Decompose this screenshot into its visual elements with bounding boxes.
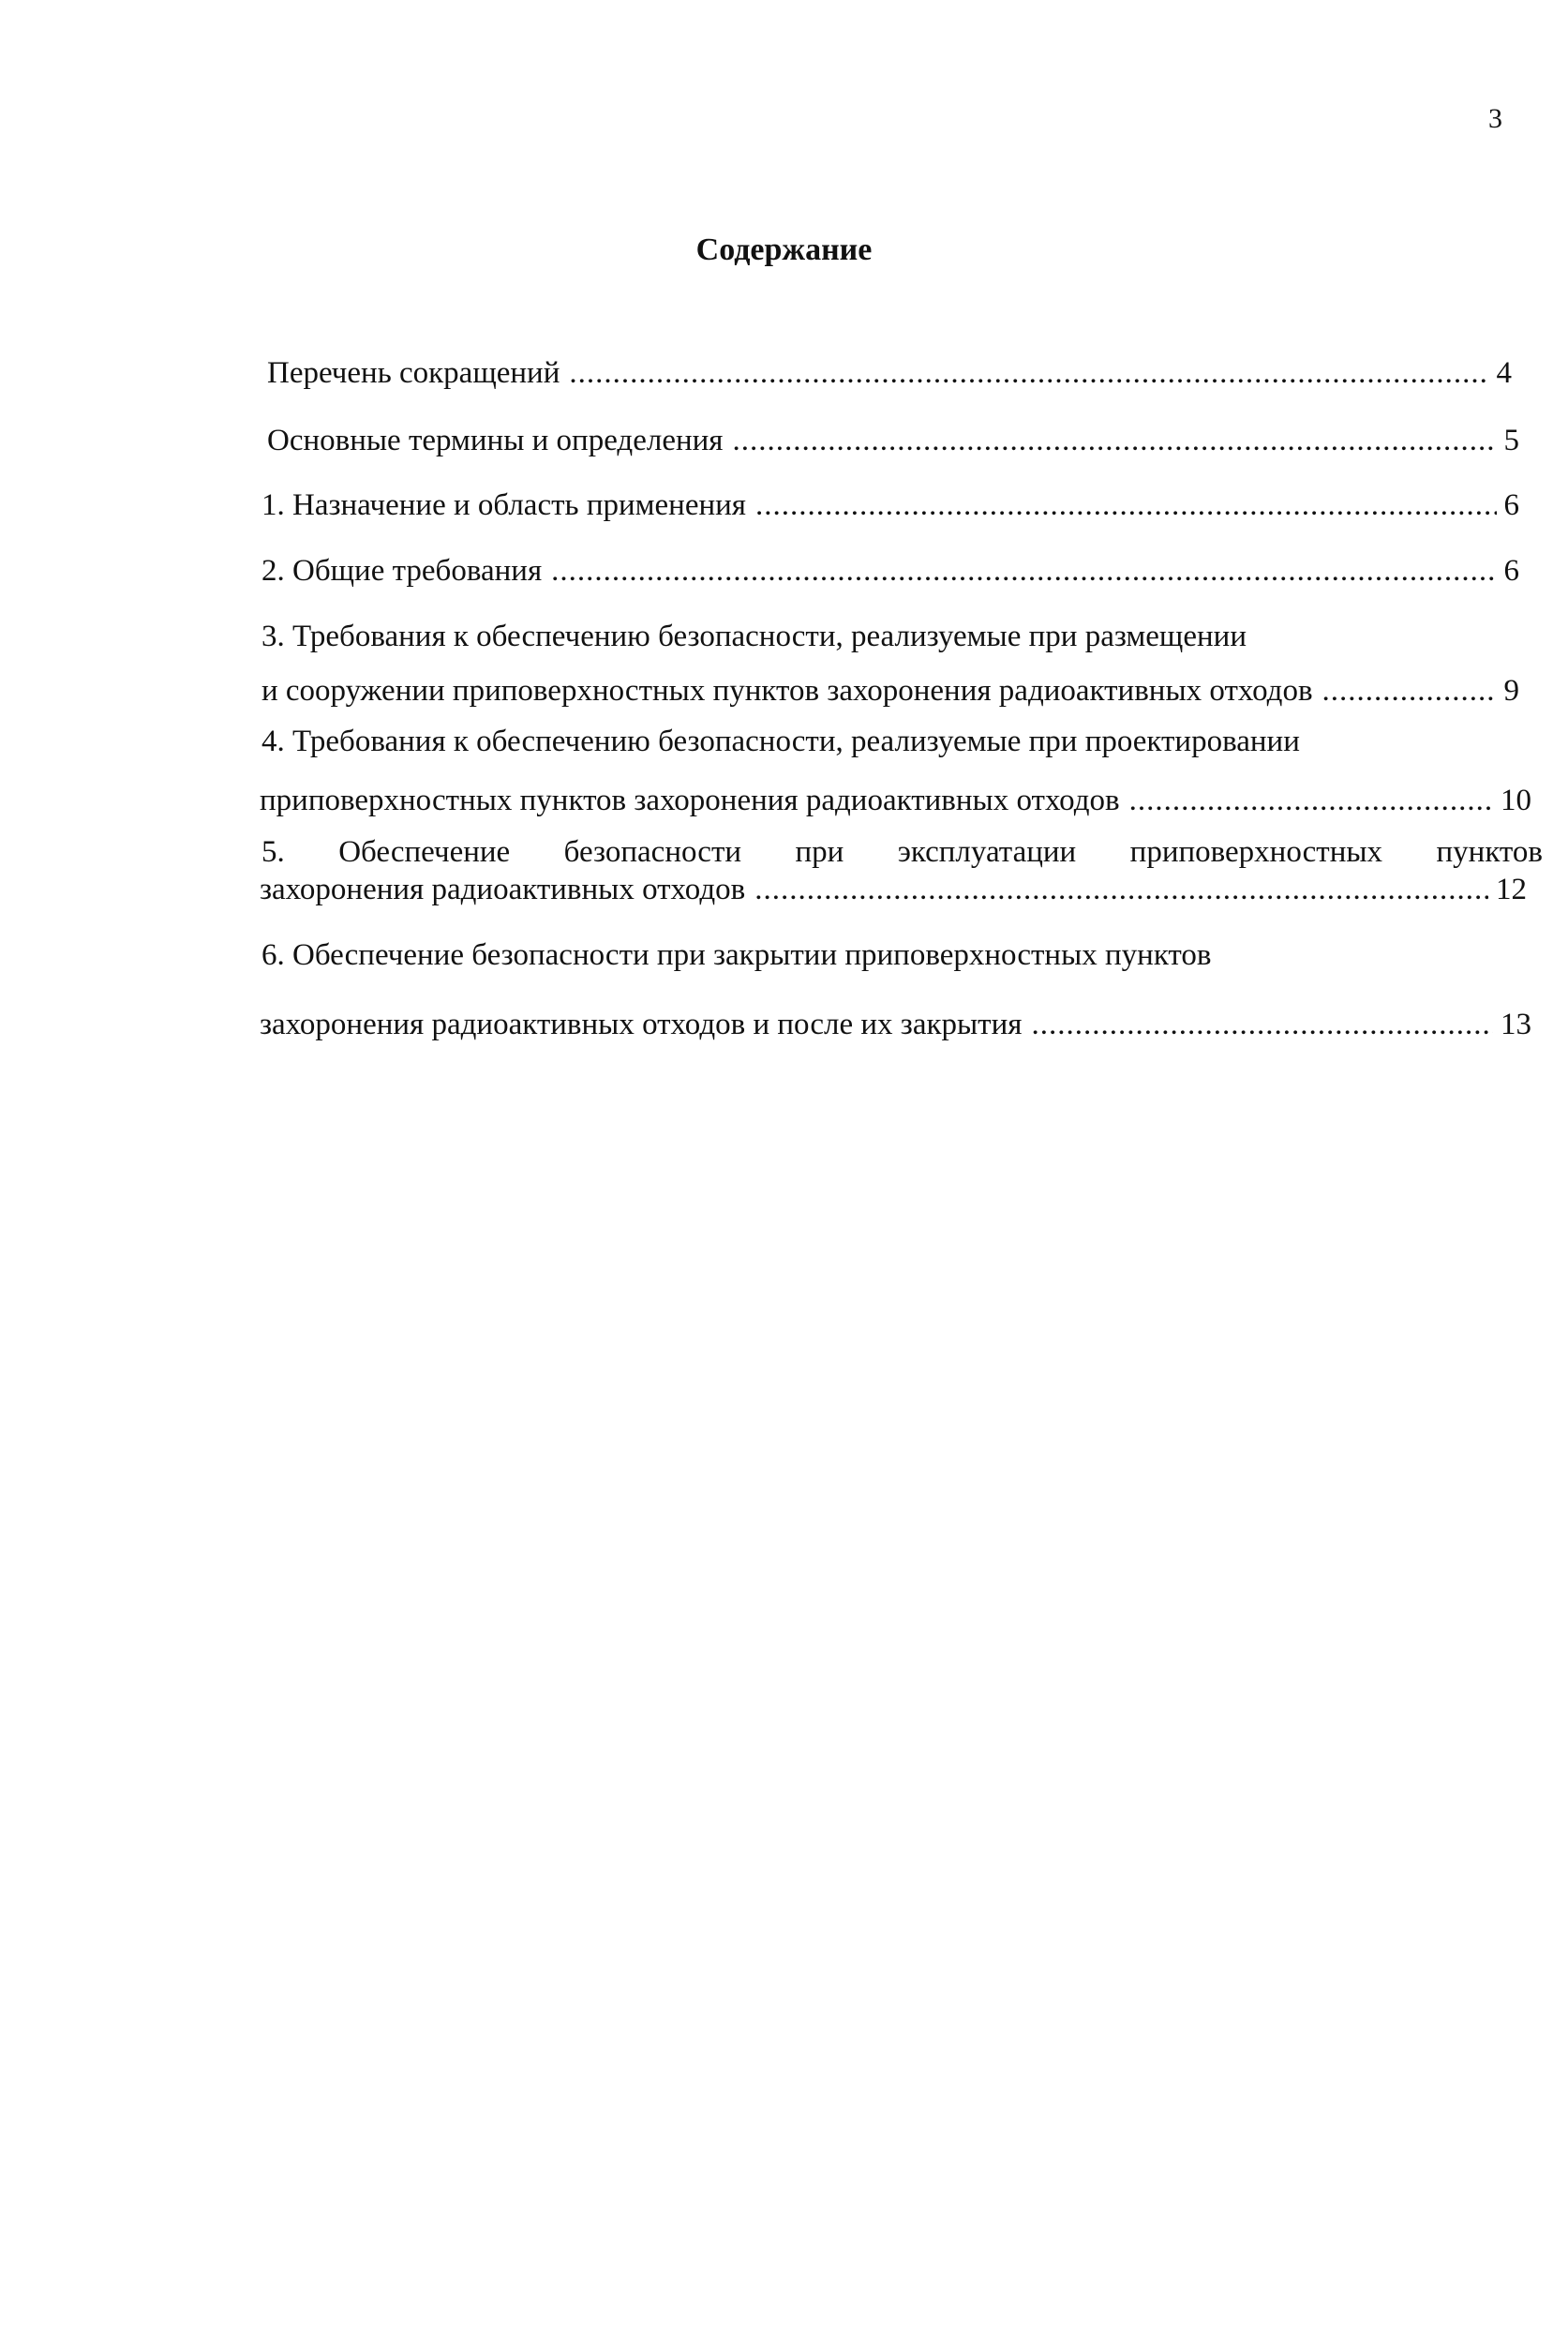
toc-word: Обеспечение xyxy=(338,835,511,869)
toc-entry-section-2[interactable] xyxy=(261,556,1519,587)
toc-dot-leader xyxy=(1322,676,1497,707)
toc-word: безопасности xyxy=(563,835,742,869)
toc-dot-leader xyxy=(569,358,1488,389)
page-number: 3 xyxy=(1488,103,1502,134)
toc-word: пунктов xyxy=(1436,835,1543,869)
toc-entry-abbreviations[interactable] xyxy=(267,358,1512,389)
toc-dot-leader xyxy=(754,875,1488,905)
toc-entry-page: 5 xyxy=(1503,424,1519,457)
toc-entry-label: захоронения радиоактивных отходов xyxy=(260,873,746,906)
toc-entry-section-4[interactable] xyxy=(260,785,1531,816)
toc-entry-section-1[interactable] xyxy=(261,490,1519,521)
toc-entry-page: 4 xyxy=(1496,356,1512,390)
toc-entry-section-6[interactable] xyxy=(260,1009,1531,1040)
toc-entry-page: 10 xyxy=(1501,784,1531,817)
page-title: Содержание xyxy=(695,232,873,267)
toc-word: 5. xyxy=(261,835,285,869)
toc-entry-label: 1. Назначение и область применения xyxy=(261,488,746,522)
toc-entry-section-4-line1[interactable]: 4. Требования к обеспечению безопасности, реализуемые при проектировании xyxy=(261,725,1300,758)
toc-entry-section-5[interactable] xyxy=(260,875,1527,905)
toc-entry-section-5-line1[interactable] xyxy=(261,837,1543,868)
toc-dot-leader xyxy=(1129,785,1493,816)
toc-dot-leader xyxy=(551,556,1496,587)
toc-entry-page: 12 xyxy=(1496,873,1527,906)
toc-word: при xyxy=(795,835,844,869)
toc-entry-label: приповерхностных пунктов захоронения радиоактивных отходов xyxy=(260,784,1120,817)
toc-entry-section-6-line1[interactable]: 6. Обеспечение безопасности при закрытии приповерхностных пунктов xyxy=(261,938,1212,972)
toc-entry-label: 2. Общие требования xyxy=(261,554,543,588)
toc-entry-label: Основные термины и определения xyxy=(267,424,724,457)
toc-entry-page: 6 xyxy=(1503,488,1519,522)
toc-entry-page: 13 xyxy=(1501,1008,1531,1041)
toc-entry-section-3-line1[interactable]: 3. Требования к обеспечению безопасности, реализуемые при размещении xyxy=(261,620,1247,653)
toc-entry-label: и сооружении приповерхностных пунктов захоронения радиоактивных отходов xyxy=(261,674,1313,708)
toc-entry-terms[interactable] xyxy=(267,426,1519,456)
toc-entry-page: 9 xyxy=(1503,674,1519,708)
toc-entry-label: захоронения радиоактивных отходов и после их закрытия xyxy=(260,1008,1023,1041)
toc-dot-leader xyxy=(755,490,1497,521)
toc-entry-section-3[interactable] xyxy=(261,676,1519,707)
toc-word: эксплуатации xyxy=(897,835,1077,869)
toc-dot-leader xyxy=(732,426,1496,456)
toc-dot-leader xyxy=(1031,1009,1493,1040)
toc-word: приповерхностных xyxy=(1129,835,1383,869)
toc-entry-label: Перечень сокращений xyxy=(267,356,560,390)
toc-entry-page: 6 xyxy=(1503,554,1519,588)
